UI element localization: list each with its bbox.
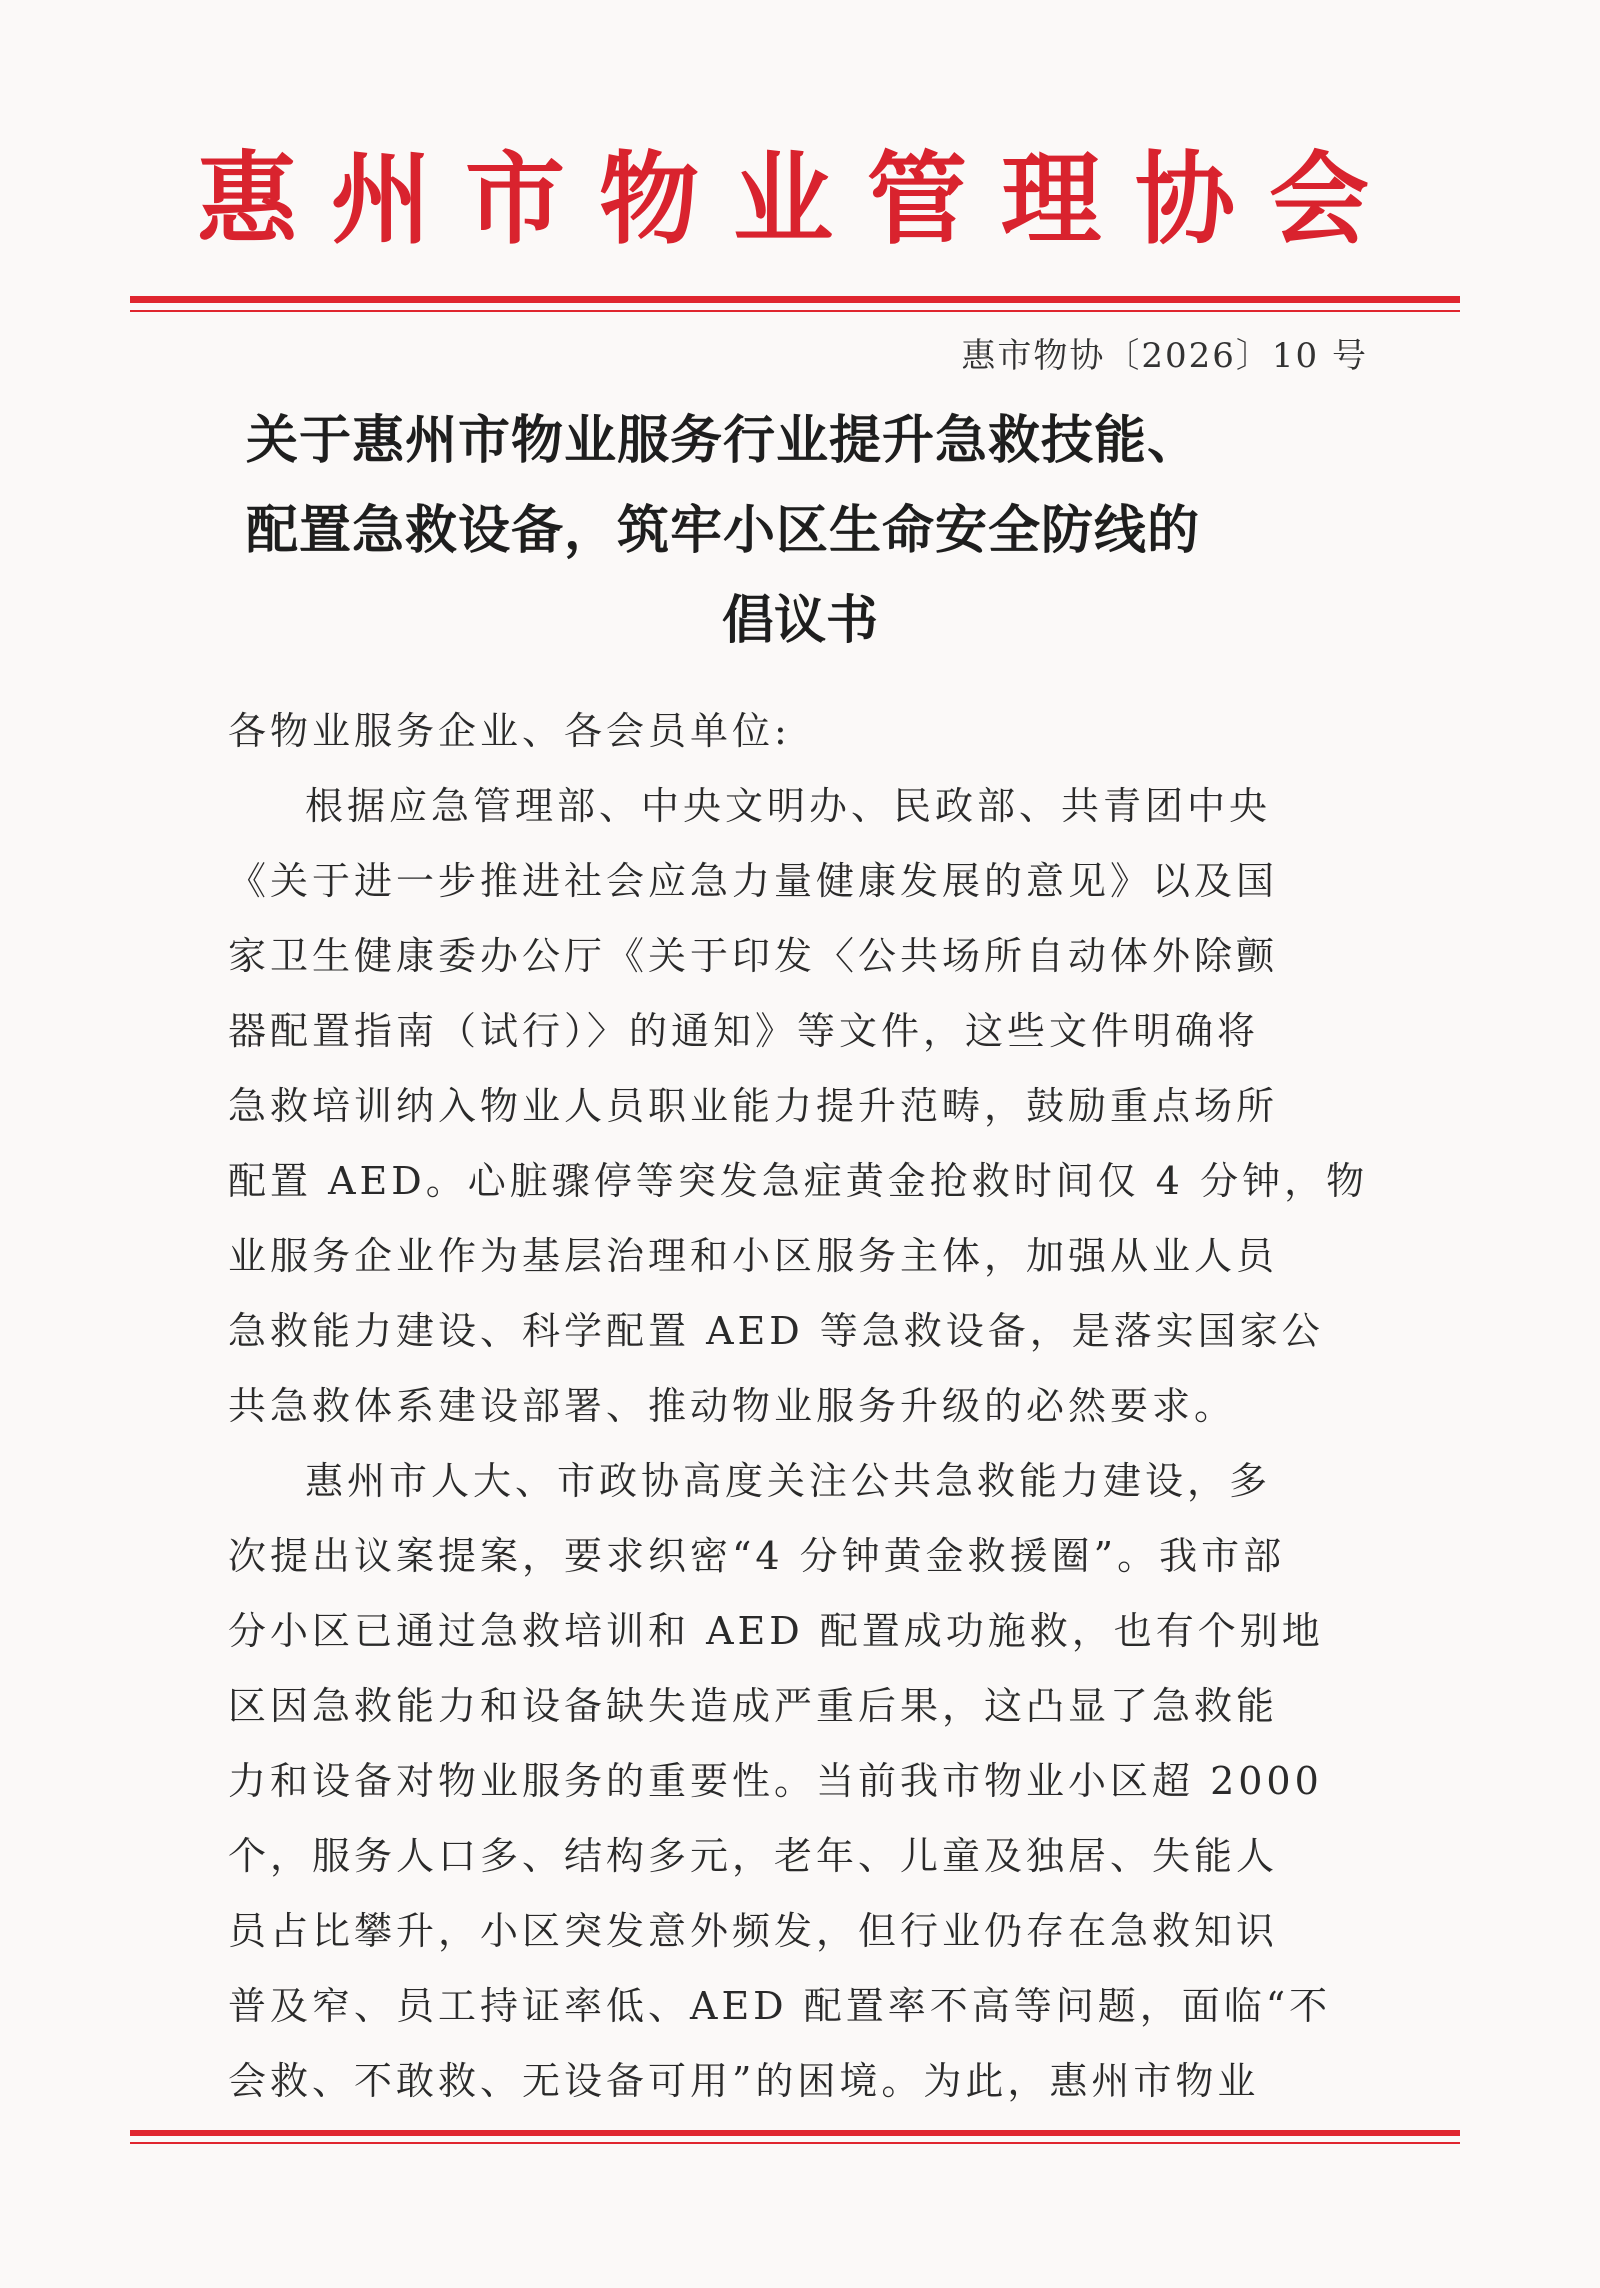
body-line: 惠州市人大、市政协高度关注公共急救能力建设，多: [305, 1459, 1272, 1503]
body-line: 急救能力建设、科学配置 AED 等急救设备，是落实国家公: [228, 1309, 1324, 1353]
body-line: 业服务企业作为基层治理和小区服务主体，加强从业人员: [228, 1234, 1279, 1278]
body-line: 力和设备对物业服务的重要性。当前我市物业小区超 2000: [228, 1759, 1323, 1803]
title-line-2: 配置急救设备，筑牢小区生命安全防线的: [246, 501, 1201, 561]
body-line: 根据应急管理部、中央文明办、民政部、共青团中央: [305, 784, 1272, 828]
title-line-3: 倡议书: [721, 591, 878, 651]
header-red-rule-thin: [130, 310, 1460, 312]
body-line: 个，服务人口多、结构多元，老年、儿童及独居、失能人: [228, 1834, 1279, 1878]
body-line: 急救培训纳入物业人员职业能力提升范畴，鼓励重点场所: [228, 1084, 1279, 1128]
body-line: 次提出议案提案，要求织密“4 分钟黄金救援圈”。我市部: [228, 1534, 1286, 1578]
body-line: 区因急救能力和设备缺失造成严重后果，这凸显了急救能: [228, 1684, 1279, 1728]
body-line: 会救、不敢救、无设备可用”的困境。为此，惠州市物业: [228, 2059, 1260, 2103]
body-line: 普及窄、员工持证率低、AED 配置率不高等问题，面临“不: [228, 1984, 1332, 2028]
footer-red-rule-thin: [130, 2142, 1460, 2144]
body-line: 《关于进一步推进社会应急力量健康发展的意见》以及国: [228, 859, 1279, 903]
footer-red-rule-thick: [130, 2130, 1460, 2136]
salutation: 各物业服务企业、各会员单位:: [228, 709, 791, 753]
org-name-header: 惠州市物业管理协会: [197, 141, 1403, 258]
body-line: 共急救体系建设部署、推动物业服务升级的必然要求。: [228, 1384, 1237, 1428]
header-red-rule-thick: [130, 296, 1460, 303]
body-line: 配置 AED。心脏骤停等突发急症黄金抢救时间仅 4 分钟，物: [228, 1159, 1369, 1203]
body-line: 器配置指南（试行）〉的通知》等文件，这些文件明确将: [228, 1009, 1260, 1053]
body-line: 分小区已通过急救培训和 AED 配置成功施救，也有个别地: [228, 1609, 1324, 1653]
title-line-1: 关于惠州市物业服务行业提升急救技能、: [246, 411, 1201, 471]
body-line: 家卫生健康委办公厅《关于印发〈公共场所自动体外除颤: [228, 934, 1279, 978]
body-line: 员占比攀升，小区突发意外频发，但行业仍存在急救知识: [228, 1909, 1279, 1953]
document-number: 惠市物协〔2026〕10 号: [961, 336, 1368, 376]
